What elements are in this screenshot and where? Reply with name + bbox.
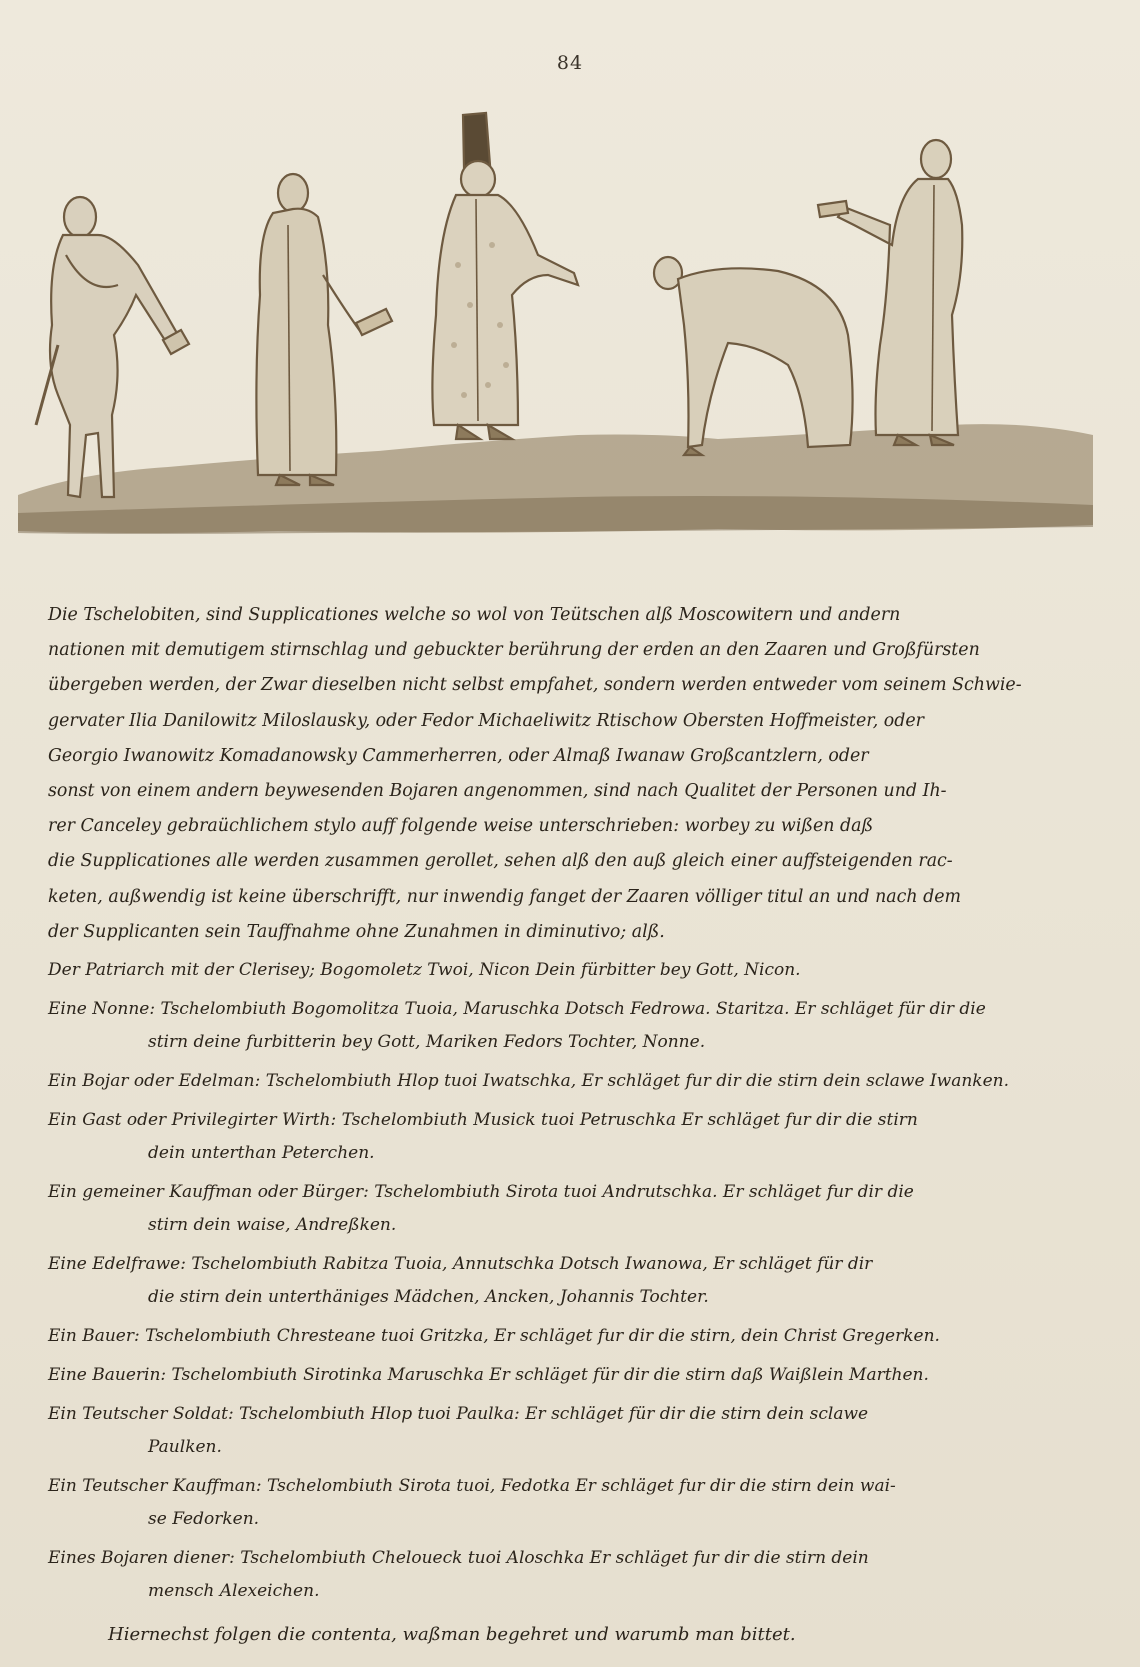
list-item: Ein Teutscher Kauffman: Tschelombiuth Sirota tuoi, Fedotka Er schläget fur dir die stirn dein wai- se Fedorken. [48,1476,896,1530]
list-item: Eines Bojaren diener: Tschelombiuth Cheloueck tuoi Aloschka Er schläget fur dir die stirn dein mensch Alexeichen. [48,1548,869,1602]
list-item: Ein Bauer: Tschelombiuth Chresteane tuoi Gritzka, Er schläget fur dir die stirn, dein Christ Gregerken. [48,1326,940,1347]
intro-line: übergeben werden, der Zwar dieselben nicht selbst empfahet, sondern werden entweder vom seinem Schwie- [48,675,1022,696]
intro-line: keten, außwendig ist keine überschrifft, nur inwendig fanget der Zaaren völliger titul an und nach dem [48,886,962,907]
list-item: Ein Bojar oder Edelman: Tschelombiuth Hlop tuoi Iwatschka, Er schläget fur dir die stirn dein sclawe Iwanken. [48,1071,1009,1092]
boyar-figure [432,113,578,439]
page-number: 84 [556,52,584,74]
intro-line: der Supplicanten sein Tauffnahme ohne Zunahmen in diminutivo; alß. [48,921,665,942]
bowing-petitioner-figure [654,257,853,455]
list-item: Ein gemeiner Kauffman oder Bürger: Tschelombiuth Sirota tuoi Andrutschka. Er schläget fur dir die stirn dein waise, Andreßken. [48,1182,914,1236]
intro-line: gervater Ilia Danilowitz Miloslausky, oder Fedor Michaeliwitz Rtischow Obersten Hoffmeister, oder [48,710,924,731]
intro-line: die Supplicationes alle werden zusammen gerollet, sehen alß den auß gleich einer auffsteigenden rac- [48,851,953,872]
list-item: Der Patriarch mit der Clerisey; Bogomoletz Twoi, Nicon Dein fürbitter bey Gott, Nicon. [48,960,801,981]
list-item: Ein Gast oder Privilegirter Wirth: Tschelombiuth Musick tuoi Petruschka Er schläget fur dir die stirn dein unterthan Peterchen. [48,1110,918,1164]
intro-line: Die Tschelobiten, sind Supplicationes welche so wol von Teütschen alß Moscowitern und andern [48,605,901,625]
petition-formulas-list [48,954,1088,1608]
list-item: Eine Nonne: Tschelombiuth Bogomolitza Tuoia, Maruschka Dotsch Fedrowa. Staritza. Er schläget für dir die stirn deine furbitterin bey Gott, Mariken Fedors Tochter, Nonne. [48,999,986,1053]
intro-line: Georgio Iwanowitz Komadanowsky Cammerherren, oder Almaß Iwanaw Großcantzlern, oder [48,745,869,766]
list-item: Ein Teutscher Soldat: Tschelombiuth Hlop tuoi Paulka: Er schläget für dir die stirn dein sclawe Paulken. [48,1404,869,1458]
illustration [18,95,1093,565]
intro-line: nationen mit demutigem stirnschlag und gebuckter berührung der erden an den Zaaren und Großfürsten [48,640,980,661]
manuscript-text [48,598,1088,1652]
intro-line: sonst von einem andern beywesenden Bojaren angenommen, sind nach Qualitet der Personen und Ih- [48,781,947,802]
courtier-figure [256,174,392,485]
list-item: Eine Edelfrawe: Tschelombiuth Rabitza Tuoia, Annutschka Dotsch Iwanowa, Er schläget für dir die stirn dein unterthäniges Mädchen, Ancken, Johannis Tochter. [48,1254,873,1308]
intro-paragraph [48,598,1088,950]
intro-line: rer Canceley gebraüchlichem stylo auff folgende weise unterschrieben: worbey zu wißen daß [48,816,874,837]
officer-figure [36,197,189,497]
list-item: Eine Bauerin: Tschelombiuth Sirotinka Maruschka Er schläget für dir die stirn daß Waißlein Marthen. [48,1365,929,1386]
closing-line: Hiernechst folgen die contenta, waßman begehret und warumb man bittet. [108,1624,796,1646]
